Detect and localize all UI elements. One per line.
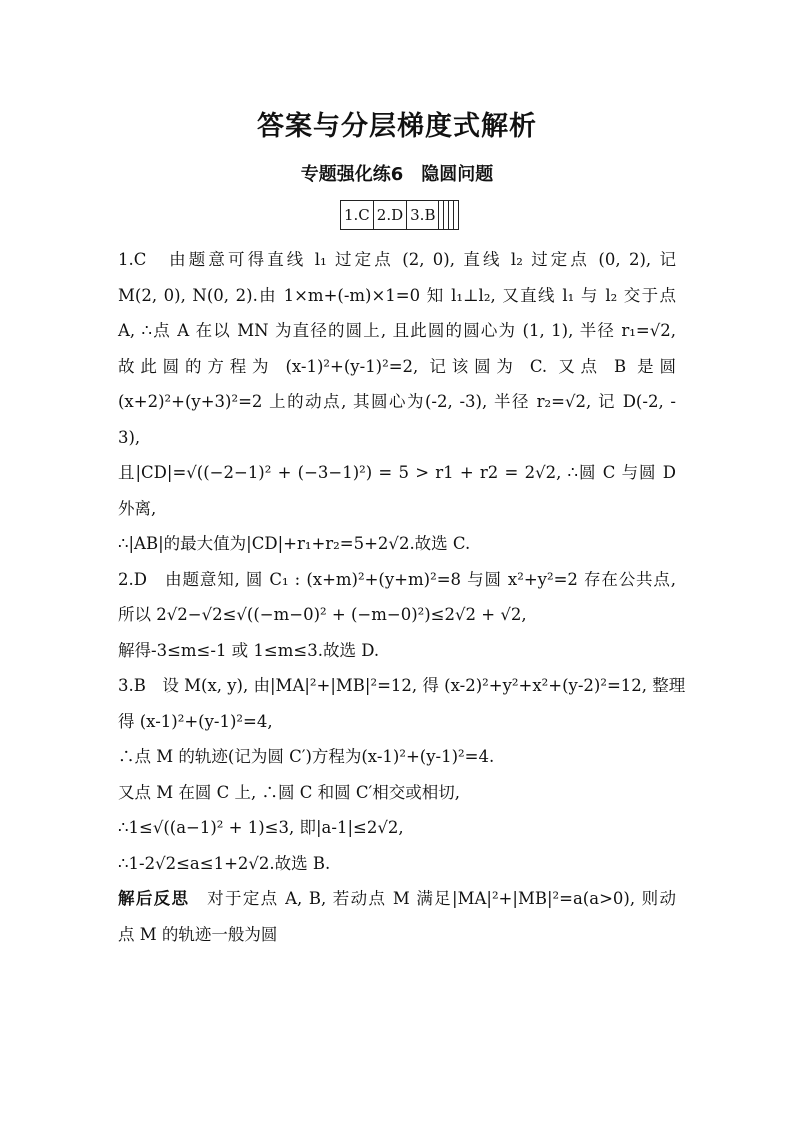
solution-line: ∴|AB|的最大值为|CD|+r₁+r₂=5+2√2.故选 C. bbox=[118, 534, 471, 553]
answer-cell: 1.C bbox=[341, 201, 374, 230]
solution-line: A, ∴点 A 在以 MN 为直径的圆上, 且此圆的圆心为 (1, 1), 半径 r₁=√2, bbox=[118, 321, 676, 340]
solution-body bbox=[118, 242, 686, 952]
page-title: 答案与分层梯度式解析 bbox=[257, 111, 537, 142]
solution-line: ∴1-2√2≤a≤1+2√2.故选 B. bbox=[118, 853, 331, 873]
section-subtitle: 专题强化练6 隐圆问题 bbox=[300, 164, 494, 185]
solution-line: 1.C 由题意可得直线 l₁ 过定点 (2, 0), 直线 l₂ 过定点 (0, 2), 记 bbox=[118, 250, 676, 269]
solution-line: (x+2)²+(y+3)²=2 上的动点, 其圆心为(-2, -3), 半径 r₂=√2, 记 D(-2, - bbox=[118, 392, 676, 411]
solution-line: M(2, 0), N(0, 2).由 1×m+(-m)×1=0 知 l₁⊥l₂, 又直线 l₁ 与 l₂ 交于点 bbox=[118, 285, 676, 305]
solution-line: ∴1≤√((a−1)² + 1)≤3, 即|a-1|≤2√2, bbox=[118, 818, 404, 837]
solution-line: 得 (x-1)²+(y-1)²=4, bbox=[118, 711, 273, 731]
answer-cell: 2.D bbox=[373, 201, 406, 230]
solution-line: 3.B 设 M(x, y), 由|MA|²+|MB|²=12, 得 (x-2)²+y²+x²+(y-2)²=12, 整理 bbox=[118, 676, 686, 695]
reflection-line bbox=[118, 881, 676, 917]
solution-line: 且|CD|=√((−2−1)² + (−3−1)²) = 5 > r1 + r2 = 2√2, ∴圆 C 与圆 D bbox=[118, 463, 676, 482]
reflection-text: 对于定点 A, B, 若动点 M 满足|MA|²+|MB|²=a(a>0), 则动 bbox=[189, 889, 676, 908]
solution-line: 故此圆的方程为 (x-1)²+(y-1)²=2, 记该圆为 C. 又点 B 是圆 bbox=[118, 356, 676, 376]
answer-cell: 3.B bbox=[407, 201, 439, 230]
blank-cell bbox=[454, 201, 459, 230]
solution-line: 2.D 由题意知, 圆 C₁ : (x+m)²+(y+m)²=8 与圆 x²+y²=2 存在公共点, bbox=[118, 569, 676, 589]
reflection-line: 点 M 的轨迹一般为圆 bbox=[118, 924, 278, 944]
solution-line: 外离, bbox=[118, 498, 157, 518]
solution-line: 所以 2√2−√2≤√((−m−0)² + (−m−0)²)≤2√2 + √2, bbox=[118, 605, 527, 624]
answer-key-table bbox=[340, 200, 459, 230]
solution-line: 3), bbox=[118, 427, 141, 447]
solution-line: 又点 M 在圆 C 上, ∴圆 C 和圆 C′相交或相切, bbox=[118, 782, 460, 802]
solution-line: 解得-3≤m≤-1 或 1≤m≤3.故选 D. bbox=[118, 640, 380, 660]
reflection-label: 解后反思 bbox=[118, 889, 190, 908]
solution-line: ∴点 M 的轨迹(记为圆 C′)方程为(x-1)²+(y-1)²=4. bbox=[118, 747, 495, 766]
